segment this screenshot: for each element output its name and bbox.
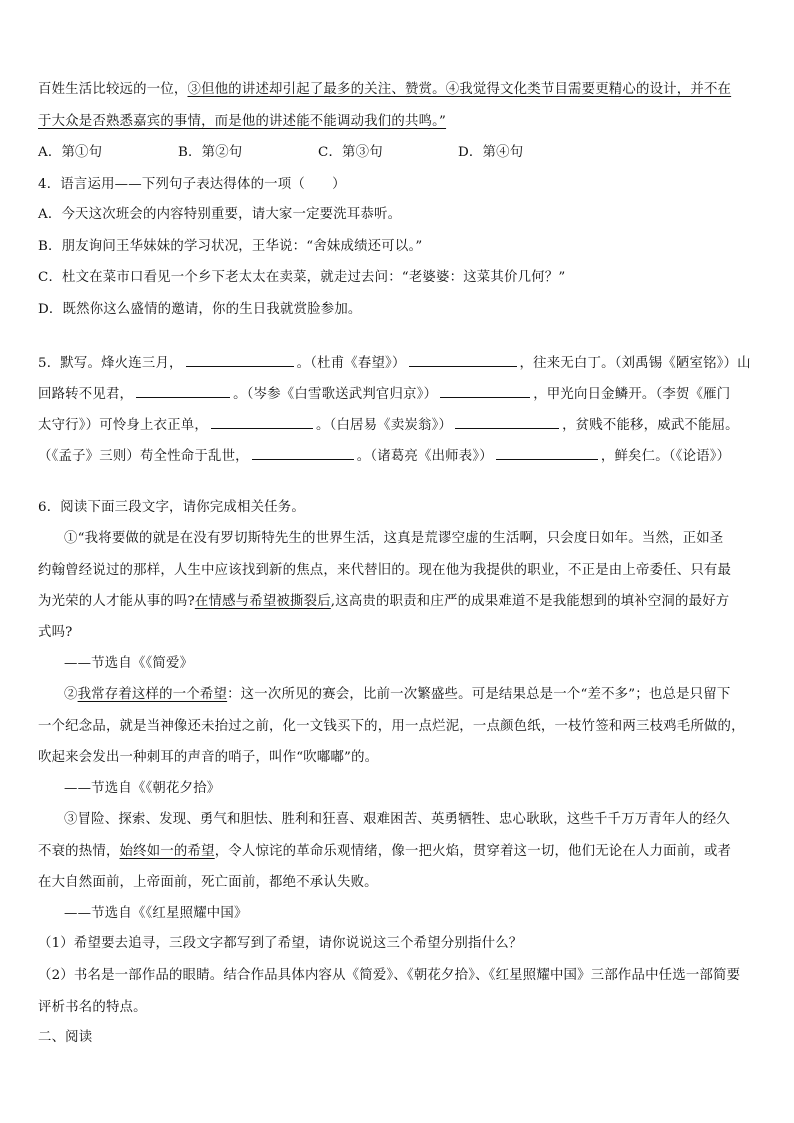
passage-underlined-text: 在情感与希望被撕裂后 bbox=[194, 594, 331, 609]
q5-blank-7[interactable] bbox=[252, 445, 354, 460]
q4-option-a[interactable]: A．今天这次班会的内容特别重要，请大家一定要洗耳恭听。 bbox=[38, 207, 402, 222]
q5-line-1 bbox=[38, 352, 758, 374]
passage-underlined-text: 我常存着这样的一个希望 bbox=[77, 687, 228, 702]
passage-text: 为光荣的人才能从事的吗? bbox=[38, 594, 195, 609]
q5-text: ，鲜矣仁。（《论语》） bbox=[600, 449, 731, 464]
q5-text: ，往来无白丁。（刘禹锡《陋室铭》）山 bbox=[519, 356, 751, 371]
intro-text: 百姓生活比较远的一位， bbox=[38, 82, 188, 97]
source-2: ——节选自《《朝花夕拾》 bbox=[64, 781, 221, 796]
intro-line-2 bbox=[38, 112, 758, 132]
q5-text: （《孟子》三则）苟全性命于乱世， bbox=[38, 449, 249, 464]
intro-underlined-text: 于大众是否熟悉嘉宾的事情，而是他的讲述能不能调动我们的共鸣。” bbox=[38, 114, 447, 129]
passage-text: 不衰的热情， bbox=[38, 844, 120, 859]
q5-text: 。（岑参《白雪歌送武判官归京》） bbox=[233, 387, 438, 402]
q4-option-b[interactable]: B．朋友询问王华妹妹的学习状况，王华说：“舍妹成绩还可以。” bbox=[38, 239, 423, 254]
q6-stem: 6．阅读下面三段文字，请你完成相关任务。 bbox=[38, 500, 305, 515]
q3-options bbox=[38, 143, 758, 163]
q4-option-d[interactable]: D．既然你这么盛情的邀请，你的生日我就赏脸参加。 bbox=[38, 302, 362, 317]
q5-blank-4[interactable] bbox=[440, 383, 530, 398]
source-3: ——节选自《《红星照耀中国》 bbox=[64, 906, 248, 921]
passage-2-line bbox=[64, 685, 758, 705]
q5-blank-6[interactable] bbox=[455, 414, 559, 429]
section-heading: 二、阅读 bbox=[38, 1030, 93, 1045]
q5-text: 太守行》）可怜身上衣正单， bbox=[38, 418, 208, 433]
passage-3-line: 在大自然面前，上帝面前，死亡面前，都绝不承认失败。 bbox=[38, 875, 378, 890]
q5-line-3 bbox=[38, 414, 758, 436]
passage-1-line: ①“我将要做的就是在没有罗切斯特先生的世界生活，这真是荒谬空虚的生活啊，只会度日如年。当然，正如圣 bbox=[64, 531, 724, 546]
q5-blank-1[interactable] bbox=[186, 352, 294, 367]
passage-3-line bbox=[38, 842, 758, 862]
q5-blank-5[interactable] bbox=[211, 414, 313, 429]
intro-underlined-text: ③但他的讲述却引起了最多的关注、赞赏。④我觉得文化类节目需要更精心的设计，并不在 bbox=[187, 82, 732, 97]
passage-2-line: 一个纪念品，就是当神像还未抬过之前，化一文钱买下的，用一点烂泥，一点颜色纸，一枝竹签和两三枝鸡毛所做的， bbox=[38, 719, 745, 734]
q5-text: 。（诸葛亮《出师表》） bbox=[356, 449, 493, 464]
passage-text: ，令人惊诧的革命乐观情绪，像一把火焰，贯穿着这一切，他们无论在人力面前，或者 bbox=[214, 844, 732, 859]
intro-line-1 bbox=[38, 80, 758, 100]
q3-option-b[interactable]: B．第②句 bbox=[178, 145, 243, 160]
task-2-line: 评析书名的特点。 bbox=[38, 1000, 147, 1015]
q5-line-4 bbox=[38, 445, 758, 467]
passage-text: ② bbox=[64, 687, 78, 702]
passage-text: ：这一次所见的赛会，比前一次繁盛些。可是结果总是一个“差不多”；也总是只留下 bbox=[227, 687, 731, 702]
q5-text: 。（杜甫《春望》） bbox=[296, 356, 406, 371]
passage-1-line: 式吗? bbox=[38, 625, 73, 640]
q4-stem: 4．语言运用——下列句子表达得体的一项（ ） bbox=[38, 177, 346, 192]
q5-blank-2[interactable] bbox=[409, 352, 517, 367]
passage-1-line: 约翰曾经说过的那样，人生中应该找到新的焦点，来代替旧的。现在他为我提供的职业，不正是由上帝委任、只有最 bbox=[38, 563, 732, 578]
q5-text: 。（白居易《卖炭翁》） bbox=[315, 418, 453, 433]
task-1: （1）希望要去追寻，三段文字都写到了希望，请你说说这三个希望分别指什么？ bbox=[38, 936, 523, 951]
passage-underlined-text: 始终如一的希望 bbox=[119, 844, 215, 859]
q3-option-d[interactable]: D．第④句 bbox=[458, 145, 524, 160]
q3-option-c[interactable]: C．第③句 bbox=[318, 145, 383, 160]
q5-text: 回路转不见君， bbox=[38, 387, 134, 402]
q4-option-c[interactable]: C．杜文在菜市口看见一个乡下老太太在卖菜，就走过去问：“老婆婆：这菜其价几何？” bbox=[38, 270, 566, 285]
q5-blank-8[interactable] bbox=[496, 445, 598, 460]
source-1: ——节选自《《简爱》 bbox=[64, 656, 194, 671]
q5-text: ，贫贱不能移，威武不能屈。 bbox=[562, 418, 739, 433]
passage-2-line: 吹起来会发出一种刺耳的声音的哨子，叫作“吹嘟嘟”的。 bbox=[38, 750, 379, 765]
task-2-line: （2）书名是一部作品的眼睛。结合作品具体内容从《简爱》、《朝花夕拾》、《红星照耀中国》三部作品中任选一部简要 bbox=[38, 968, 741, 983]
q5-line-2 bbox=[38, 383, 758, 405]
q3-option-a[interactable]: A．第①句 bbox=[38, 145, 103, 160]
q5-text: ，甲光向日金鳞开。（李贺《雁门 bbox=[533, 387, 731, 402]
passage-1-line bbox=[38, 592, 758, 612]
q5-blank-3[interactable] bbox=[136, 383, 230, 398]
passage-3-line: ③冒险、探索、发现、勇气和胆怯、胜利和狂喜、艰难困苦、英勇牺牲、忠心耿耿，这些千千万万青年人的经久 bbox=[64, 812, 730, 827]
q5-text: 5．默写。烽火连三月， bbox=[38, 356, 183, 371]
passage-text: ,这高贵的职责和庄严的成果难道不是我能想到的填补空洞的最好方 bbox=[330, 594, 730, 609]
